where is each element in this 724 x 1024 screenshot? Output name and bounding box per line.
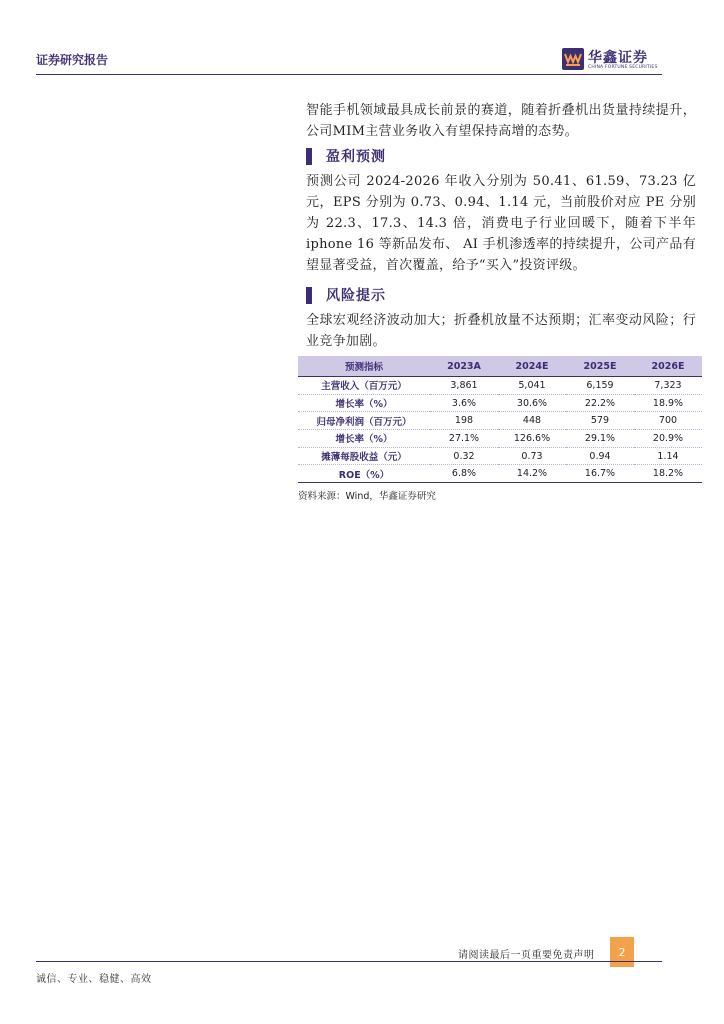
logo-chinese-name: 华鑫证券 bbox=[588, 50, 648, 66]
table-cell: 0.73 bbox=[498, 447, 566, 465]
table-cell: 22.2% bbox=[566, 394, 634, 412]
table-header-cell: 预测指标 bbox=[298, 356, 430, 377]
table-cell: 14.2% bbox=[498, 465, 566, 483]
report-type-title: 证券研究报告 bbox=[36, 53, 109, 67]
row-label: 增长率（%） bbox=[298, 430, 430, 448]
table-header-cell: 2025E bbox=[566, 356, 634, 377]
table-cell: 5,041 bbox=[498, 377, 566, 395]
row-label: ROE（%） bbox=[298, 465, 430, 483]
table-cell: 3,861 bbox=[430, 377, 498, 395]
table-header-cell: 2023A bbox=[430, 356, 498, 377]
table-row bbox=[298, 447, 702, 465]
row-label: 归母净利润（百万元） bbox=[298, 412, 430, 430]
table-cell: 20.9% bbox=[634, 430, 702, 448]
table-cell: 6,159 bbox=[566, 377, 634, 395]
table-row bbox=[298, 412, 702, 430]
section-heading-forecast bbox=[306, 146, 386, 166]
section-title: 风险提示 bbox=[326, 288, 386, 304]
company-logo bbox=[562, 44, 662, 74]
table-cell: 579 bbox=[566, 412, 634, 430]
table-cell: 18.9% bbox=[634, 394, 702, 412]
table-cell: 6.8% bbox=[430, 465, 498, 483]
table-row bbox=[298, 430, 702, 448]
table-cell: 7,323 bbox=[634, 377, 702, 395]
section-title: 盈利预测 bbox=[326, 149, 386, 165]
logo-english-name: CHINA FORTUNE SECURITIES bbox=[588, 65, 658, 70]
table-cell: 29.1% bbox=[566, 430, 634, 448]
table-cell: 18.2% bbox=[634, 465, 702, 483]
row-label: 主营收入（百万元） bbox=[298, 377, 430, 395]
company-motto: 诚信、专业、稳健、高效 bbox=[36, 974, 152, 985]
table-cell: 700 bbox=[634, 412, 702, 430]
table-cell: 198 bbox=[430, 412, 498, 430]
risk-block bbox=[306, 310, 696, 352]
table-header-row bbox=[298, 356, 702, 377]
table-row bbox=[298, 465, 702, 483]
forecast-paragraph: 预测公司 2024-2026 年收入分别为 50.41、61.59、73.23 亿元，EPS 分别为 0.73、0.94、1.14 元，当前股价对应 PE 分别为 22.3、17.3、14.3 倍，消费电子行业回暖下，随着下半年 iphone 16 等新品发布、 AI 手机渗透率的持续提升，公司产品有望显著受益，首次覆盖，给予“买入”投资评级。 bbox=[306, 174, 696, 273]
table-row bbox=[298, 394, 702, 412]
table-header-cell: 2024E bbox=[498, 356, 566, 377]
table-cell: 3.6% bbox=[430, 394, 498, 412]
logo-mark-icon bbox=[562, 48, 584, 70]
forecast-block bbox=[306, 171, 696, 276]
intro-paragraph: 智能手机领域最具成长前景的赛道，随着折叠机出货量持续提升，公司MIM主营业务收入有望保持高增的态势。 bbox=[306, 103, 696, 139]
table-cell: 0.32 bbox=[430, 447, 498, 465]
section-marker bbox=[306, 287, 312, 304]
disclaimer-link[interactable]: 请阅读最后一页重要免责声明 bbox=[458, 950, 595, 961]
table-cell: 448 bbox=[498, 412, 566, 430]
table-cell: 1.14 bbox=[634, 447, 702, 465]
table-cell: 0.94 bbox=[566, 447, 634, 465]
data-source-note: 资料来源：Wind，华鑫证券研究 bbox=[298, 491, 436, 502]
intro-block bbox=[306, 100, 696, 142]
table-cell: 16.7% bbox=[566, 465, 634, 483]
header-divider bbox=[36, 74, 662, 75]
forecast-table bbox=[298, 356, 702, 483]
table-cell: 27.1% bbox=[430, 430, 498, 448]
table-cell: 30.6% bbox=[498, 394, 566, 412]
table-row bbox=[298, 377, 702, 395]
row-label: 摊薄每股收益（元） bbox=[298, 447, 430, 465]
table-cell: 126.6% bbox=[498, 430, 566, 448]
footer-divider bbox=[36, 961, 662, 962]
risk-paragraph: 全球宏观经济波动加大；折叠机放量不达预期；汇率变动风险；行业竞争加剧。 bbox=[306, 313, 696, 349]
row-label: 增长率（%） bbox=[298, 394, 430, 412]
page-number-badge: 2 bbox=[610, 937, 634, 967]
section-marker bbox=[306, 148, 312, 165]
section-heading-risk bbox=[306, 285, 386, 305]
table-header-cell: 2026E bbox=[634, 356, 702, 377]
